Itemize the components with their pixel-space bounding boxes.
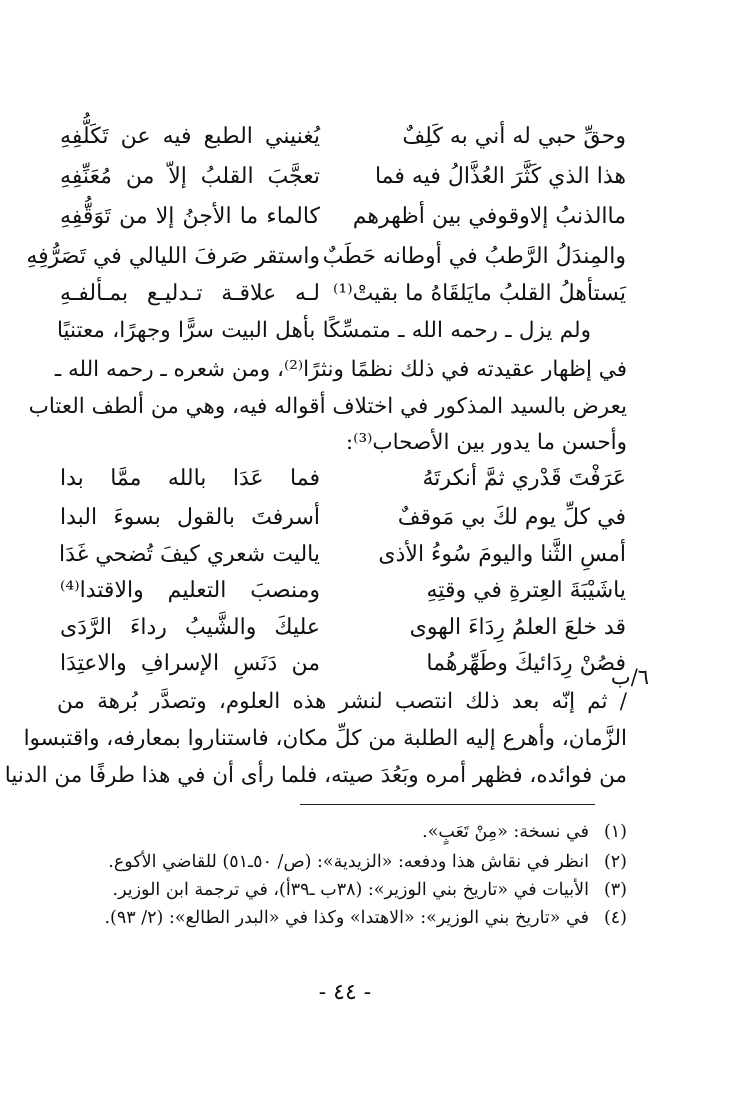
poem-verse [60,570,626,610]
verse-first-hemistich: فصُنْ رِدَائيكَ وطَهِّرهُما [426,650,626,676]
footnote-text: الأبيات في «تاريخ بني الوزير»: (٣٨ب ـ٣٩أ)، في ترجمة ابن الوزير. [112,880,589,900]
verse-second-hemistich: يُغنيني الطبع فيه عن تَكَلُّفِهِ [60,123,320,149]
verse-second-hemistich: عليكَ والشَّيبُ رداءَ الرَّدَى [60,614,320,640]
prose-line: في إظهار عقيدته في ذلك نظمًا ونثرًا⁽²⁾، ومن شعره ـ رحمه الله ـ [54,357,627,382]
verse-second-hemistich: كالماء ما الأجنُ إلا من تَوَقُّفِهِ [60,203,320,229]
prose-line: وأحسن ما يدور بين الأصحاب⁽³⁾: [345,430,627,455]
footnote-text: في «تاريخ بني الوزير»: «الاهتدا» وكذا في «البدر الطالع»: (٢/ ٩٣). [104,908,589,928]
verse-first-hemistich: أمسِ الثَّنا واليومَ سُوءُ الأذى [378,541,626,567]
verse-first-hemistich: هذا الذي كَثَّرَ العُذَّالُ فيه فما [374,163,626,189]
poem-verse [26,236,626,276]
footnote-number: (٢) [603,852,627,872]
footnote-number: (١) [603,822,627,842]
verse-second-hemistich: أسرفتَ بالقول بسوءَ البدا [60,504,320,530]
verse-first-hemistich: والمِندَلُ الرَّطبُ في أوطانه حَطَبٌ [322,243,626,269]
footnote-number: (٣) [603,880,627,900]
poem-verse [60,156,626,196]
verse-first-hemistich: في كلِّ يوم لكَ بي مَوقفٌ [397,504,626,530]
verse-first-hemistich: وحقِّ حبي له أني به كَلِفٌ [402,123,626,149]
prose-line: يعرض بالسيد المذكور في اختلاف أقواله فيه، وهي من ألطف العتاب [28,394,627,419]
verse-second-hemistich: تعجَّبَ القلبُ إلاّ من مُعَنِّفِهِ [60,163,320,189]
poem-verse [60,643,626,683]
page-number: - ٤٤ - [318,980,372,1005]
prose-line: ولم يزل ـ رحمه الله ـ متمسِّكًا بأهل البيت سرًّا وجهرًا، معتنيًا [57,318,591,343]
footnote [57,818,627,846]
poem-verse [60,196,626,236]
verse-first-hemistich: عَرَفْتَ قَدْري ثمَّ أنكرتَهُ [422,465,626,491]
verse-first-hemistich: ماالذنبُ إلاوقوفي بين أظهرهم [352,203,626,229]
poem-verse [60,497,626,537]
verse-first-hemistich: يَستأهلُ القلبُ مايَلقَاهُ ما بقيتْ⁽¹⁾ [332,280,626,306]
verse-first-hemistich: قد خلعَ العلمُ رِدَاءَ الهوى [409,614,626,640]
footnote-text: في نسخة: «مِنْ تَعَبٍ». [422,822,589,842]
folio-marker: ٦/ب [610,665,650,689]
footnote [57,904,627,932]
verse-second-hemistich: من دَنَسِ الإسرافِ والاعتِدَا [60,650,320,676]
footnote [57,848,627,876]
footnote-divider [300,804,595,805]
verse-second-hemistich: لـه علاقـة تـدليـع بمـألفـهِ [60,280,320,306]
verse-second-hemistich: واستقر صَرفَ الليالي في تَصَرُّفِهِ [26,243,320,269]
poem-verse [60,534,626,574]
verse-first-hemistich: ياشَيْبَةَ العِترةِ في وقتِهِ [426,577,626,603]
prose-line: / ثم إنّه بعد ذلك انتصب لنشر هذه العلوم، وتصدَّر بُرهة من [57,689,627,714]
poem-verse [60,116,626,156]
poem-verse [60,273,626,313]
poem-verse [60,458,626,498]
footnote-text: انظر في نقاش هذا ودفعه: «الزيدية»: (ص/ ٥٠ـ٥١) للقاضي الأكوع. [108,852,589,872]
footnote-number: (٤) [603,908,627,928]
prose-line: الزَّمان، وأهرع إليه الطلبة من كلِّ مكان، فاستناروا بمعارفه، واقتبسوا [23,726,627,751]
verse-second-hemistich: فما عَدَا بالله ممَّا بدا [60,465,320,491]
verse-second-hemistich: ياليت شعري كيفَ تُضحي غَدَا [59,541,320,567]
verse-second-hemistich: ومنصبَ التعليم والاقتدا⁽⁴⁾ [60,577,320,603]
poem-verse [60,607,626,647]
footnote [57,876,627,904]
prose-line: من فوائده، فظهر أمره وبَعُدَ صيته، فلما رأى أن في هذا طرفًا من الدنيا [4,763,627,788]
